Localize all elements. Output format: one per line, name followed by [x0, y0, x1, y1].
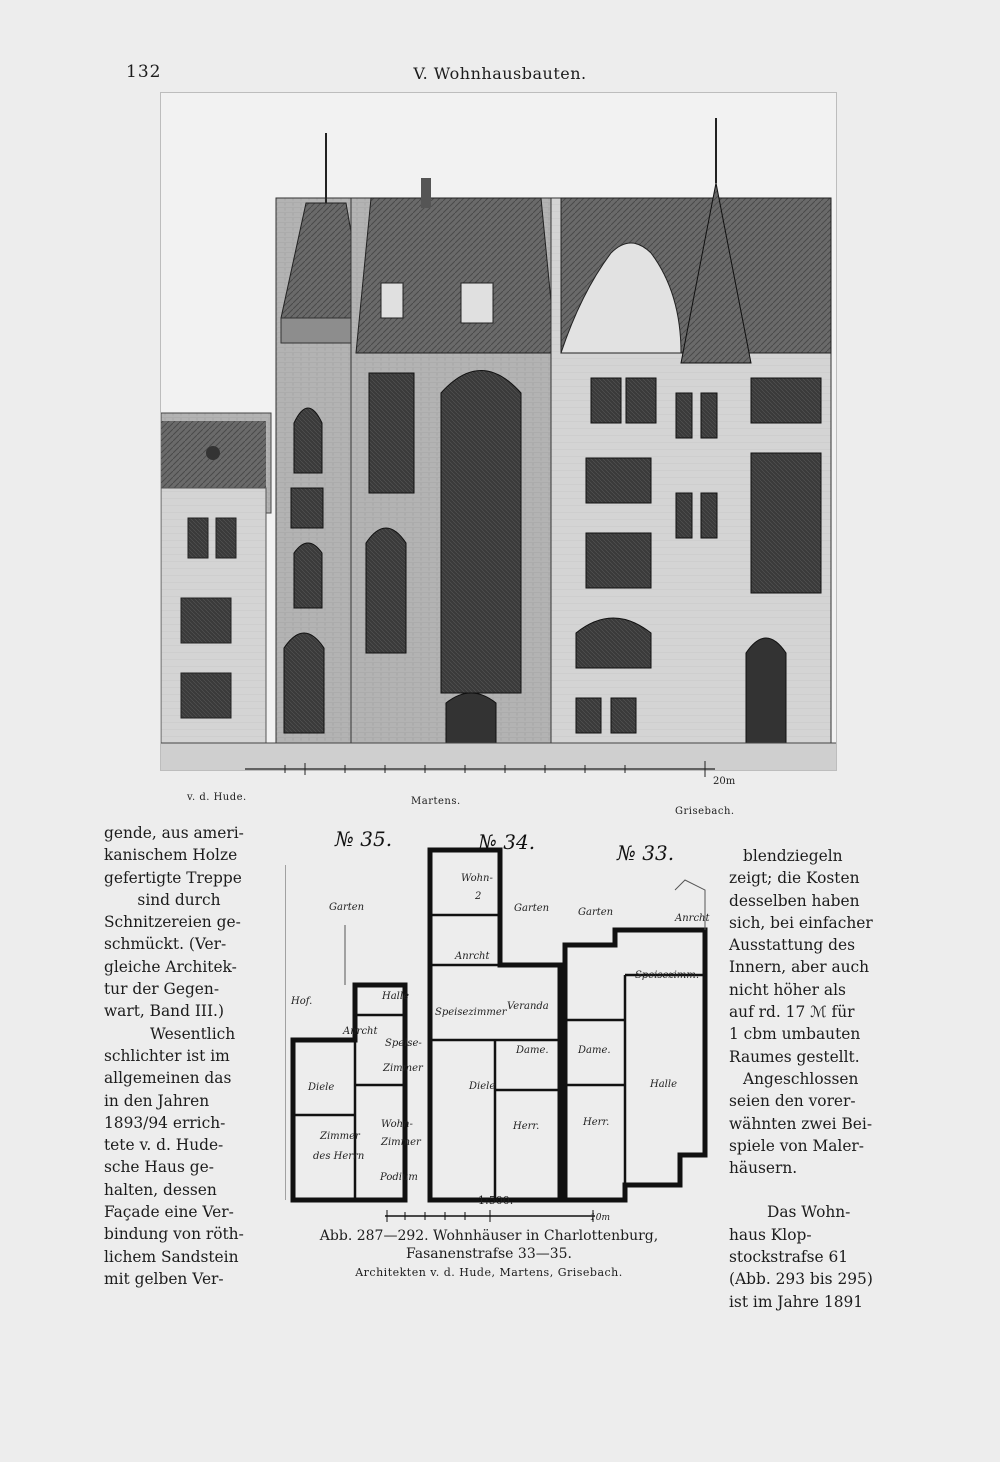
room-label: Diele — [469, 1081, 496, 1092]
text-line: sche Haus ge- — [104, 1158, 214, 1177]
text-line: häusern. — [729, 1159, 798, 1178]
room-label: Zimmer — [320, 1131, 360, 1142]
room-label: Zimmer — [381, 1137, 421, 1148]
text-line: zeigt; die Kosten — [729, 869, 860, 888]
text-line: seien den vorer- — [729, 1092, 856, 1111]
room-label: Speisezimm. — [635, 970, 700, 981]
text-line: allgemeinen das — [104, 1069, 232, 1088]
room-label: Wohn- — [461, 873, 493, 884]
room-label: Speise- — [385, 1038, 422, 1049]
room-label: Hof. — [291, 996, 313, 1007]
text-line: Wesentlich — [150, 1024, 236, 1043]
body-text-right — [729, 845, 882, 1313]
room-label: Wohn- — [381, 1119, 413, 1130]
figure-caption-title: Abb. 287—292. Wohnhäuser in Charlottenburg, — [319, 1228, 659, 1244]
room-label: Halle — [650, 1079, 677, 1090]
room-label: Dame. — [578, 1045, 611, 1056]
text-line: haus Klop- — [729, 1225, 812, 1244]
plan-scale-ratio: 1:500. — [478, 1194, 514, 1207]
page-number: 132 — [126, 62, 162, 82]
room-label: Halle — [382, 991, 409, 1002]
text-line: mit gelben Ver- — [104, 1269, 224, 1288]
room-label: Garten — [578, 907, 614, 918]
text-line: sind durch — [137, 890, 221, 909]
text-line: (Abb. 293 bis 295) — [729, 1270, 873, 1289]
house-number-33: № 33. — [617, 841, 675, 865]
text-line: ist im Jahre 1891 — [729, 1292, 864, 1311]
text-line: in den Jahren — [104, 1091, 210, 1110]
text-line: spiele von Maler- — [729, 1136, 864, 1155]
plan-scale-bar — [385, 1206, 605, 1226]
text-line: 1893/94 errich- — [104, 1113, 226, 1132]
room-label: Podium — [380, 1172, 418, 1183]
text-line: wähnten zwei Bei- — [729, 1114, 873, 1133]
figure-caption-architects: Architekten v. d. Hude, Martens, Grisebach. — [355, 1266, 623, 1279]
room-label: Garten — [514, 903, 550, 914]
house-number-35: № 35. — [335, 827, 393, 851]
text-line: gende, aus ameri- — [104, 824, 244, 842]
room-label: Anrcht — [455, 951, 490, 962]
text-line: Innern, aber auch — [729, 958, 870, 977]
running-head: V. Wohnhausbauten. — [413, 64, 587, 83]
floor-plan — [285, 825, 715, 1235]
text-line: 1 cbm umbauten — [729, 1025, 861, 1044]
plan-scale-end-label: 10m — [590, 1213, 610, 1223]
facade-scale-bar — [245, 757, 725, 779]
text-line: nicht höher als — [729, 980, 846, 999]
text-line: schlichter ist im — [104, 1046, 230, 1065]
text-line: schmückt. (Ver- — [104, 935, 227, 954]
architect-label-hude: v. d. Hude. — [187, 792, 247, 803]
neighbor-house — [161, 413, 271, 743]
text-line: desselben haben — [729, 891, 860, 910]
body-text-left — [104, 822, 254, 1290]
text-line: kanischem Holze — [104, 846, 238, 865]
text-line: bindung von röth- — [104, 1225, 244, 1244]
text-line: tur der Gegen- — [104, 980, 220, 999]
room-label: Veranda — [507, 1001, 549, 1012]
text-line: gleiche Architek- — [104, 957, 237, 976]
text-line: stockstrafse 61 — [729, 1248, 849, 1267]
facade-engraving — [160, 92, 837, 771]
text-line: Das Wohn- — [767, 1203, 851, 1222]
architect-label-grisebach: Grisebach. — [675, 806, 735, 817]
room-label: Speisezimmer — [435, 1007, 507, 1018]
text-line: Ausstattung des — [729, 936, 855, 955]
text-line: lichem Sandstein — [104, 1247, 239, 1266]
room-label: Herr. — [583, 1117, 610, 1128]
house-33-facade — [551, 118, 831, 748]
text-line: wart, Band III.) — [104, 1002, 224, 1021]
room-label: Anrcht — [675, 913, 710, 924]
text-line: gefertigte Treppe — [104, 868, 242, 887]
room-label: Herr. — [513, 1121, 540, 1132]
room-label: Garten — [329, 902, 365, 913]
figure-caption-address: Fasanenstrafse 33—35. — [406, 1246, 572, 1262]
text-line: tete v. d. Hude- — [104, 1136, 224, 1155]
room-label: Anrcht — [343, 1026, 378, 1037]
text-line: sich, bei einfacher — [729, 913, 873, 932]
text-line: Schnitzereien ge- — [104, 913, 241, 932]
text-line: Façade eine Ver- — [104, 1203, 234, 1222]
room-label: 2 — [475, 891, 482, 902]
text-line: Raumes gestellt. — [729, 1047, 860, 1066]
room-label: Dame. — [516, 1045, 549, 1056]
text-line: blendziegeln — [743, 847, 843, 865]
house-34-facade — [351, 178, 556, 743]
house-number-34: № 34. — [478, 830, 536, 854]
text-line: auf rd. 17 ℳ für — [729, 1003, 855, 1022]
text-line: Angeschlossen — [743, 1069, 859, 1088]
room-label: Diele — [308, 1082, 335, 1093]
architect-label-martens: Martens. — [411, 796, 461, 807]
facade-scale-label: 20m — [713, 776, 736, 787]
room-label: des Herrn — [313, 1151, 365, 1162]
room-label: Zimmer — [383, 1063, 423, 1074]
text-line: halten, dessen — [104, 1180, 217, 1199]
